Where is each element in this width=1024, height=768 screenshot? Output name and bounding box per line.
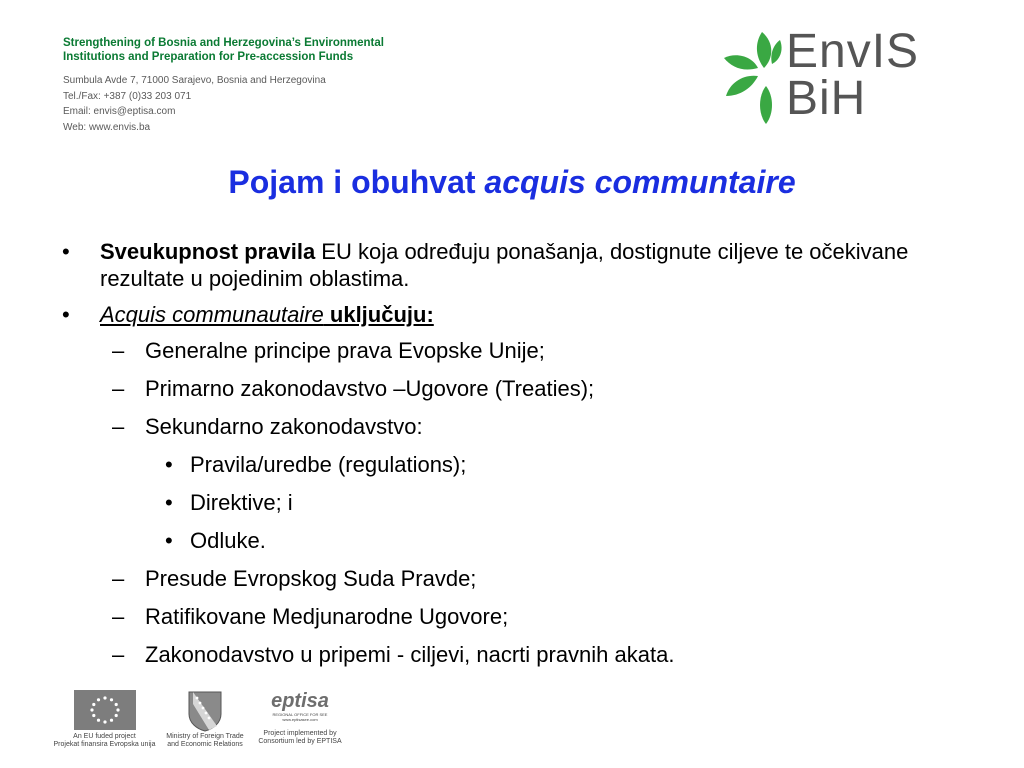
sub-sub-item-text: Odluke. (190, 528, 266, 553)
sub-item-text: Sekundarno zakonodavstvo: (145, 414, 423, 439)
eptisa-caption-1: Project implemented by (263, 730, 337, 737)
bih-coat-of-arms-icon (185, 690, 225, 732)
eptisa-logo-block (252, 690, 348, 746)
bullet-2-bold: uključuju: (323, 302, 434, 327)
sub-item (62, 565, 942, 592)
web-text: Web: www.envis.ba (63, 121, 151, 133)
sub-sub-item (62, 489, 942, 516)
sub-sub-item (62, 527, 942, 554)
bullet-item (62, 238, 942, 292)
sub-sub-item (62, 451, 942, 478)
mft-logo-block (162, 690, 248, 749)
bullet-2-italic: Acquis communautaire (100, 302, 324, 327)
logo-line-1: EnvIS (786, 25, 920, 78)
sub-item-text: Zakonodavstvo u pripemi - ciljevi, nacrti pravnih akata. (145, 642, 675, 667)
slide-content (62, 238, 942, 679)
mft-caption-2: and Economic Relations (167, 741, 243, 748)
sub-item (62, 413, 942, 440)
bullet-marker: • (62, 302, 70, 327)
mft-caption-1: Ministry of Foreign Trade (166, 733, 244, 740)
eu-logo-block (52, 690, 157, 749)
sub-sub-item-text: Direktive; i (190, 490, 293, 515)
eu-caption-2: Projekat finansira Evropska unija (53, 741, 156, 748)
sub-item-text: Generalne principe prava Evopske Unije; (145, 338, 545, 363)
org-line-1: Strengthening of Bosnia and Herzegovina’s Environmental (63, 37, 384, 49)
tel-text: Tel./Fax: +387 (0)33 203 071 (63, 90, 192, 102)
organization-name (63, 36, 384, 64)
dash-marker: – (112, 376, 125, 401)
bullet-marker: • (165, 490, 173, 515)
eptisa-sub-2: www.eptisasee.com (282, 717, 318, 722)
leaf-icon (722, 28, 786, 128)
sub-item (62, 375, 942, 402)
org-line-2: Institutions and Preparation for Pre-accession Funds (63, 51, 354, 63)
sub-item (62, 603, 942, 630)
logo-line-2: BiH (786, 72, 867, 125)
bullet-item (62, 301, 942, 328)
eu-caption-1: An EU fuded project (73, 733, 136, 740)
eptisa-logo-text: eptisa (271, 690, 329, 712)
bullet-marker: • (165, 528, 173, 553)
sub-item (62, 337, 942, 364)
bullet-1-text: EU koja određuju ponašanja, dostignute ciljeve te očekivane rezultate u pojedinim oblastima. (100, 239, 909, 291)
email-text: Email: envis@eptisa.com (63, 106, 176, 117)
bullet-1-bold: Sveukupnost pravila (100, 239, 316, 264)
sub-item-text: Ratifikovane Medjunarodne Ugovore; (145, 604, 509, 629)
sub-item-text: Primarno zakonodavstvo –Ugovore (Treaties); (145, 376, 595, 401)
dash-marker: – (112, 338, 125, 363)
title-plain: Pojam i obuhvat (228, 164, 485, 200)
eptisa-sub-1: REGIONAL OFFICE FOR SEE (272, 712, 328, 717)
title-italic: acquis communtaire (484, 164, 796, 200)
dash-marker: – (112, 604, 125, 629)
contact-info (63, 73, 326, 135)
footer-logos (52, 690, 352, 750)
logo-text (786, 25, 920, 125)
sub-sub-item-text: Pravila/uredbe (regulations); (190, 452, 467, 477)
dash-marker: – (112, 642, 125, 667)
eu-flag-icon (74, 690, 136, 730)
envis-bih-logo (722, 25, 962, 128)
dash-marker: – (112, 414, 125, 439)
address-text: Sumbula Avde 7, 71000 Sarajevo, Bosnia and Herzegovina (63, 75, 326, 86)
bullet-marker: • (165, 452, 173, 477)
slide-title (0, 164, 1024, 201)
sub-item-text: Presude Evropskog Suda Pravde; (145, 566, 477, 591)
eptisa-caption-2: Consortium led by EPTISA (258, 738, 342, 745)
bullet-marker: • (62, 239, 70, 264)
sub-item (62, 641, 942, 668)
bullet-2-heading (100, 302, 434, 327)
dash-marker: – (112, 566, 125, 591)
